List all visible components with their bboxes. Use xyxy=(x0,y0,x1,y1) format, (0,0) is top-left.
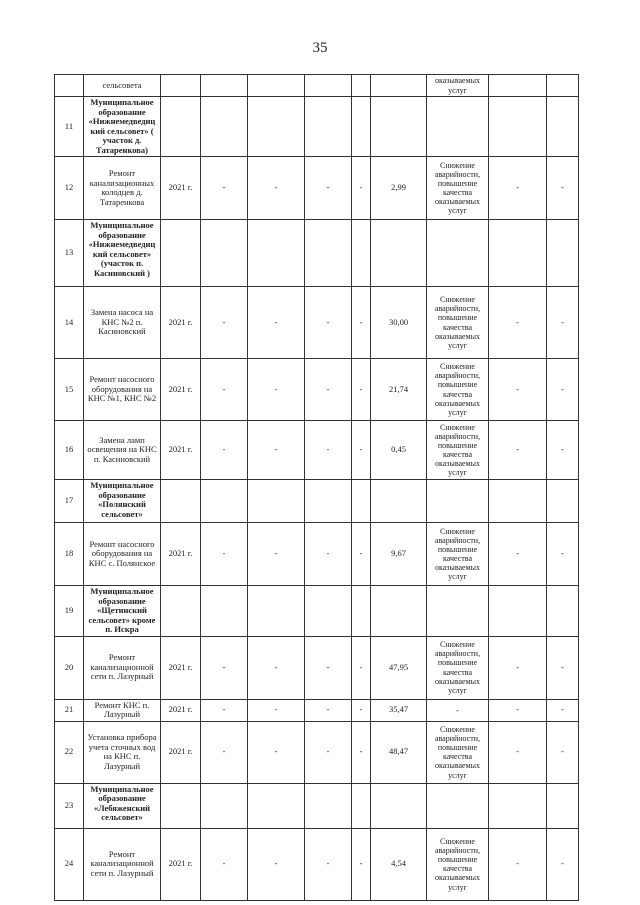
table-body xyxy=(55,75,579,901)
col-10-cell: - xyxy=(489,359,547,421)
col-10-cell: - xyxy=(489,699,547,721)
table-row xyxy=(55,359,579,421)
amount-cell: 0,45 xyxy=(371,421,427,480)
row-number: 19 xyxy=(55,586,84,637)
amount-cell: 48,47 xyxy=(371,721,427,783)
measure-name: Муниципальное образование «Нижнемедведиц кий сельсовет» ( участок д. Татаренкова) xyxy=(84,97,161,157)
col-5-cell: - xyxy=(248,636,305,699)
row-number: 15 xyxy=(55,359,84,421)
measure-name: Муниципальное образование «Нижнемедведиц кий сельсовет» (участок п. Касиновский ) xyxy=(84,220,161,287)
row-number xyxy=(55,75,84,97)
col-5-cell xyxy=(248,480,305,523)
table-row xyxy=(55,783,579,828)
col-7-cell xyxy=(352,586,371,637)
col-6-cell xyxy=(305,783,352,828)
col-4-cell xyxy=(201,75,248,97)
table-row xyxy=(55,523,579,586)
table-row xyxy=(55,97,579,157)
col-7-cell xyxy=(352,75,371,97)
row-number: 14 xyxy=(55,287,84,359)
col-6-cell: - xyxy=(305,699,352,721)
col-5-cell xyxy=(248,783,305,828)
col-10-cell xyxy=(489,586,547,637)
amount-cell xyxy=(371,97,427,157)
col-6-cell xyxy=(305,220,352,287)
col-10-cell xyxy=(489,783,547,828)
amount-cell xyxy=(371,220,427,287)
year-cell: 2021 г. xyxy=(161,287,201,359)
col-10-cell: - xyxy=(489,636,547,699)
row-number: 18 xyxy=(55,523,84,586)
col-10-cell xyxy=(489,75,547,97)
col-6-cell: - xyxy=(305,421,352,480)
col-4-cell xyxy=(201,220,248,287)
col-10-cell xyxy=(489,480,547,523)
col-4-cell: - xyxy=(201,157,248,220)
col-11-cell: - xyxy=(547,828,579,900)
col-5-cell: - xyxy=(248,359,305,421)
col-10-cell: - xyxy=(489,523,547,586)
col-11-cell: - xyxy=(547,523,579,586)
row-number: 24 xyxy=(55,828,84,900)
effect-cell: Снижение аварийности, повышение качества оказываемых услуг xyxy=(427,157,489,220)
row-number: 11 xyxy=(55,97,84,157)
year-cell xyxy=(161,220,201,287)
measure-name: Установка прибора учета сточных вод на КНС п. Лазурный xyxy=(84,721,161,783)
row-number: 12 xyxy=(55,157,84,220)
effect-cell: Снижение аварийности, повышение качества оказываемых услуг xyxy=(427,359,489,421)
col-7-cell: - xyxy=(352,523,371,586)
table-row xyxy=(55,75,579,97)
amount-cell xyxy=(371,783,427,828)
col-5-cell: - xyxy=(248,699,305,721)
table-row xyxy=(55,157,579,220)
col-4-cell: - xyxy=(201,721,248,783)
col-6-cell xyxy=(305,480,352,523)
col-5-cell: - xyxy=(248,828,305,900)
col-6-cell: - xyxy=(305,828,352,900)
measure-name: Ремонт канализационной сети п. Лазурный xyxy=(84,828,161,900)
col-11-cell xyxy=(547,586,579,637)
col-11-cell: - xyxy=(547,699,579,721)
col-7-cell: - xyxy=(352,359,371,421)
row-number: 23 xyxy=(55,783,84,828)
col-4-cell: - xyxy=(201,523,248,586)
table-row xyxy=(55,699,579,721)
year-cell: 2021 г. xyxy=(161,721,201,783)
col-6-cell xyxy=(305,75,352,97)
col-7-cell xyxy=(352,783,371,828)
col-6-cell: - xyxy=(305,523,352,586)
col-11-cell: - xyxy=(547,721,579,783)
col-5-cell: - xyxy=(248,721,305,783)
effect-cell: - xyxy=(427,699,489,721)
col-6-cell: - xyxy=(305,157,352,220)
measure-name: Замена ламп освещения на КНС п. Касиновский xyxy=(84,421,161,480)
amount-cell: 2,99 xyxy=(371,157,427,220)
col-11-cell xyxy=(547,97,579,157)
col-6-cell: - xyxy=(305,359,352,421)
col-5-cell: - xyxy=(248,523,305,586)
row-number: 16 xyxy=(55,421,84,480)
table-row xyxy=(55,721,579,783)
row-number: 17 xyxy=(55,480,84,523)
col-11-cell: - xyxy=(547,421,579,480)
col-7-cell: - xyxy=(352,157,371,220)
col-11-cell: - xyxy=(547,359,579,421)
effect-cell: Снижение аварийности, повышение качества оказываемых услуг xyxy=(427,636,489,699)
col-7-cell: - xyxy=(352,828,371,900)
col-6-cell: - xyxy=(305,636,352,699)
col-10-cell xyxy=(489,220,547,287)
col-5-cell xyxy=(248,75,305,97)
year-cell: 2021 г. xyxy=(161,636,201,699)
measure-name: Ремонт канализационных колодцев д. Татаренкова xyxy=(84,157,161,220)
amount-cell: 21,74 xyxy=(371,359,427,421)
year-cell: 2021 г. xyxy=(161,421,201,480)
col-4-cell xyxy=(201,586,248,637)
col-11-cell xyxy=(547,783,579,828)
col-7-cell: - xyxy=(352,636,371,699)
amount-cell: 35,47 xyxy=(371,699,427,721)
year-cell: 2021 г. xyxy=(161,359,201,421)
col-4-cell: - xyxy=(201,828,248,900)
amount-cell: 47,95 xyxy=(371,636,427,699)
table-row xyxy=(55,480,579,523)
amount-cell: 4,54 xyxy=(371,828,427,900)
table-row xyxy=(55,220,579,287)
measure-name: Ремонт канализационной сети п. Лазурный xyxy=(84,636,161,699)
effect-cell: Снижение аварийности, повышение качества оказываемых услуг xyxy=(427,721,489,783)
year-cell xyxy=(161,75,201,97)
col-11-cell: - xyxy=(547,636,579,699)
col-7-cell: - xyxy=(352,699,371,721)
measures-table xyxy=(54,74,579,901)
col-10-cell: - xyxy=(489,287,547,359)
row-number: 20 xyxy=(55,636,84,699)
year-cell: 2021 г. xyxy=(161,157,201,220)
col-11-cell xyxy=(547,220,579,287)
col-4-cell: - xyxy=(201,359,248,421)
measure-name: Замена насоса на КНС №2 п. Касиновский xyxy=(84,287,161,359)
measure-name: Муниципальное образование «Щетинский сельсовет» кроме п. Искра xyxy=(84,586,161,637)
col-6-cell: - xyxy=(305,721,352,783)
measure-name: Муниципальное образование «Полянский сельсовет» xyxy=(84,480,161,523)
col-5-cell: - xyxy=(248,287,305,359)
effect-cell: Снижение аварийности, повышение качества оказываемых услуг xyxy=(427,523,489,586)
table-row xyxy=(55,287,579,359)
col-4-cell xyxy=(201,783,248,828)
year-cell xyxy=(161,783,201,828)
col-11-cell: - xyxy=(547,157,579,220)
col-7-cell: - xyxy=(352,421,371,480)
effect-cell xyxy=(427,783,489,828)
year-cell xyxy=(161,97,201,157)
col-10-cell: - xyxy=(489,157,547,220)
effect-cell: оказываемых услуг xyxy=(427,75,489,97)
col-4-cell xyxy=(201,480,248,523)
col-4-cell xyxy=(201,97,248,157)
amount-cell xyxy=(371,586,427,637)
col-11-cell: - xyxy=(547,287,579,359)
row-number: 13 xyxy=(55,220,84,287)
effect-cell xyxy=(427,480,489,523)
col-11-cell xyxy=(547,480,579,523)
col-7-cell xyxy=(352,480,371,523)
col-6-cell xyxy=(305,97,352,157)
col-4-cell: - xyxy=(201,287,248,359)
table-row xyxy=(55,421,579,480)
col-5-cell xyxy=(248,586,305,637)
col-4-cell: - xyxy=(201,421,248,480)
year-cell xyxy=(161,586,201,637)
effect-cell: Снижение аварийности, повышение качества оказываемых услуг xyxy=(427,287,489,359)
col-10-cell: - xyxy=(489,421,547,480)
year-cell xyxy=(161,480,201,523)
measure-name: Муниципальное образование «Лебяженский сельсовет» xyxy=(84,783,161,828)
effect-cell xyxy=(427,586,489,637)
col-7-cell xyxy=(352,220,371,287)
effect-cell: Снижение аварийности, повышение качества оказываемых услуг xyxy=(427,421,489,480)
measure-name: Ремонт насосного оборудования на КНС №1, КНС №2 xyxy=(84,359,161,421)
amount-cell xyxy=(371,75,427,97)
effect-cell xyxy=(427,220,489,287)
col-10-cell: - xyxy=(489,828,547,900)
effect-cell: Снижение аварийности, повышение качества оказываемых услуг xyxy=(427,828,489,900)
col-5-cell xyxy=(248,220,305,287)
col-10-cell xyxy=(489,97,547,157)
col-4-cell: - xyxy=(201,636,248,699)
measure-name: Ремонт насосного оборудования на КНС с. Полянское xyxy=(84,523,161,586)
table-row xyxy=(55,636,579,699)
col-7-cell: - xyxy=(352,721,371,783)
row-number: 21 xyxy=(55,699,84,721)
col-7-cell: - xyxy=(352,287,371,359)
col-11-cell xyxy=(547,75,579,97)
table-row xyxy=(55,586,579,637)
col-6-cell xyxy=(305,586,352,637)
row-number: 22 xyxy=(55,721,84,783)
effect-cell xyxy=(427,97,489,157)
year-cell: 2021 г. xyxy=(161,699,201,721)
col-5-cell: - xyxy=(248,157,305,220)
col-7-cell xyxy=(352,97,371,157)
col-10-cell: - xyxy=(489,721,547,783)
measure-name: Ремонт КНС п. Лазурный xyxy=(84,699,161,721)
measure-name: сельсовета xyxy=(84,75,161,97)
year-cell: 2021 г. xyxy=(161,523,201,586)
col-5-cell xyxy=(248,97,305,157)
amount-cell: 30,00 xyxy=(371,287,427,359)
page-number: 35 xyxy=(312,40,328,56)
amount-cell: 9,67 xyxy=(371,523,427,586)
col-5-cell: - xyxy=(248,421,305,480)
year-cell: 2021 г. xyxy=(161,828,201,900)
col-4-cell: - xyxy=(201,699,248,721)
table-row xyxy=(55,828,579,900)
col-6-cell: - xyxy=(305,287,352,359)
amount-cell xyxy=(371,480,427,523)
